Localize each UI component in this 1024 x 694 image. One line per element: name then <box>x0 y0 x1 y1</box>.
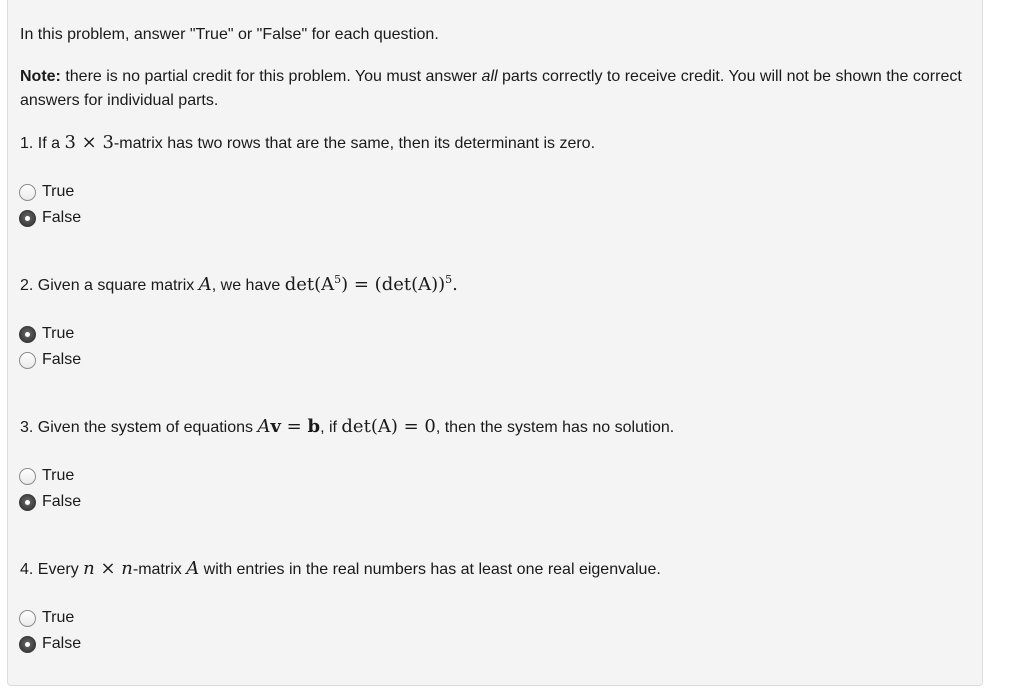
note-emphasis: all <box>481 68 498 85</box>
question-2-text: 2. Given a square matrix A, we have $\det(A^5) = (\det(A))^5$. <box>20 273 458 295</box>
math-3x3: 3 × 3 <box>64 132 114 153</box>
radio-button[interactable] <box>19 184 36 201</box>
question-4-option-true[interactable] <box>19 607 74 629</box>
question-2-option-true[interactable] <box>19 323 74 345</box>
radio-button[interactable] <box>19 610 36 627</box>
note-text-before: there is no partial credit for this problem. You must answer <box>60 68 482 85</box>
option-label: True <box>42 609 75 626</box>
note-text <box>20 65 970 113</box>
option-label: False <box>42 351 82 368</box>
math-det-expression: $\det(A^5) = (\det(A))^5$. <box>284 273 458 295</box>
radio-button-selected[interactable] <box>19 210 36 227</box>
question-1-number: 1. <box>20 135 34 152</box>
question-4-text: 4. Every n × n-matrix A with entries in the real numbers has at least one real eigenvalue. <box>20 558 661 579</box>
question-3-text: 3. Given the system of equations Av = b, if det(A) = 0, then the system has no solution. <box>20 416 675 437</box>
option-label: True <box>42 183 75 200</box>
note-text-after: parts correctly to receive credit. You will not be shown the correct answers for individual parts. <box>20 68 962 109</box>
radio-button-selected[interactable] <box>19 326 36 343</box>
question-4-number: 4. <box>20 561 34 578</box>
note-label: Note: <box>20 68 61 85</box>
instructions-text: In this problem, answer "True" or "False" for each question. <box>20 26 439 43</box>
question-3-option-true[interactable] <box>19 465 74 487</box>
radio-button-selected[interactable] <box>19 494 36 511</box>
math-det-zero: det(A) = 0 <box>341 416 436 437</box>
question-4-option-false[interactable] <box>19 633 81 655</box>
radio-button[interactable] <box>19 352 36 369</box>
question-1-option-false[interactable] <box>19 207 81 229</box>
radio-button[interactable] <box>19 468 36 485</box>
question-3-option-false[interactable] <box>19 491 81 513</box>
question-2-number: 2. <box>20 277 34 294</box>
problem-panel <box>7 0 983 686</box>
option-label: True <box>42 467 75 484</box>
question-1-text: 1. If a 3 × 3-matrix has two rows that are the same, then its determinant is zero. <box>20 132 596 153</box>
math-system: Av = b <box>257 416 321 437</box>
option-label: False <box>42 635 82 652</box>
math-nxn: n × n <box>83 558 133 579</box>
question-2-option-false[interactable] <box>19 349 81 371</box>
question-1-option-true[interactable] <box>19 181 74 203</box>
option-label: False <box>42 493 82 510</box>
option-label: True <box>42 325 75 342</box>
question-3-number: 3. <box>20 419 34 436</box>
radio-button-selected[interactable] <box>19 636 36 653</box>
option-label: False <box>42 209 82 226</box>
